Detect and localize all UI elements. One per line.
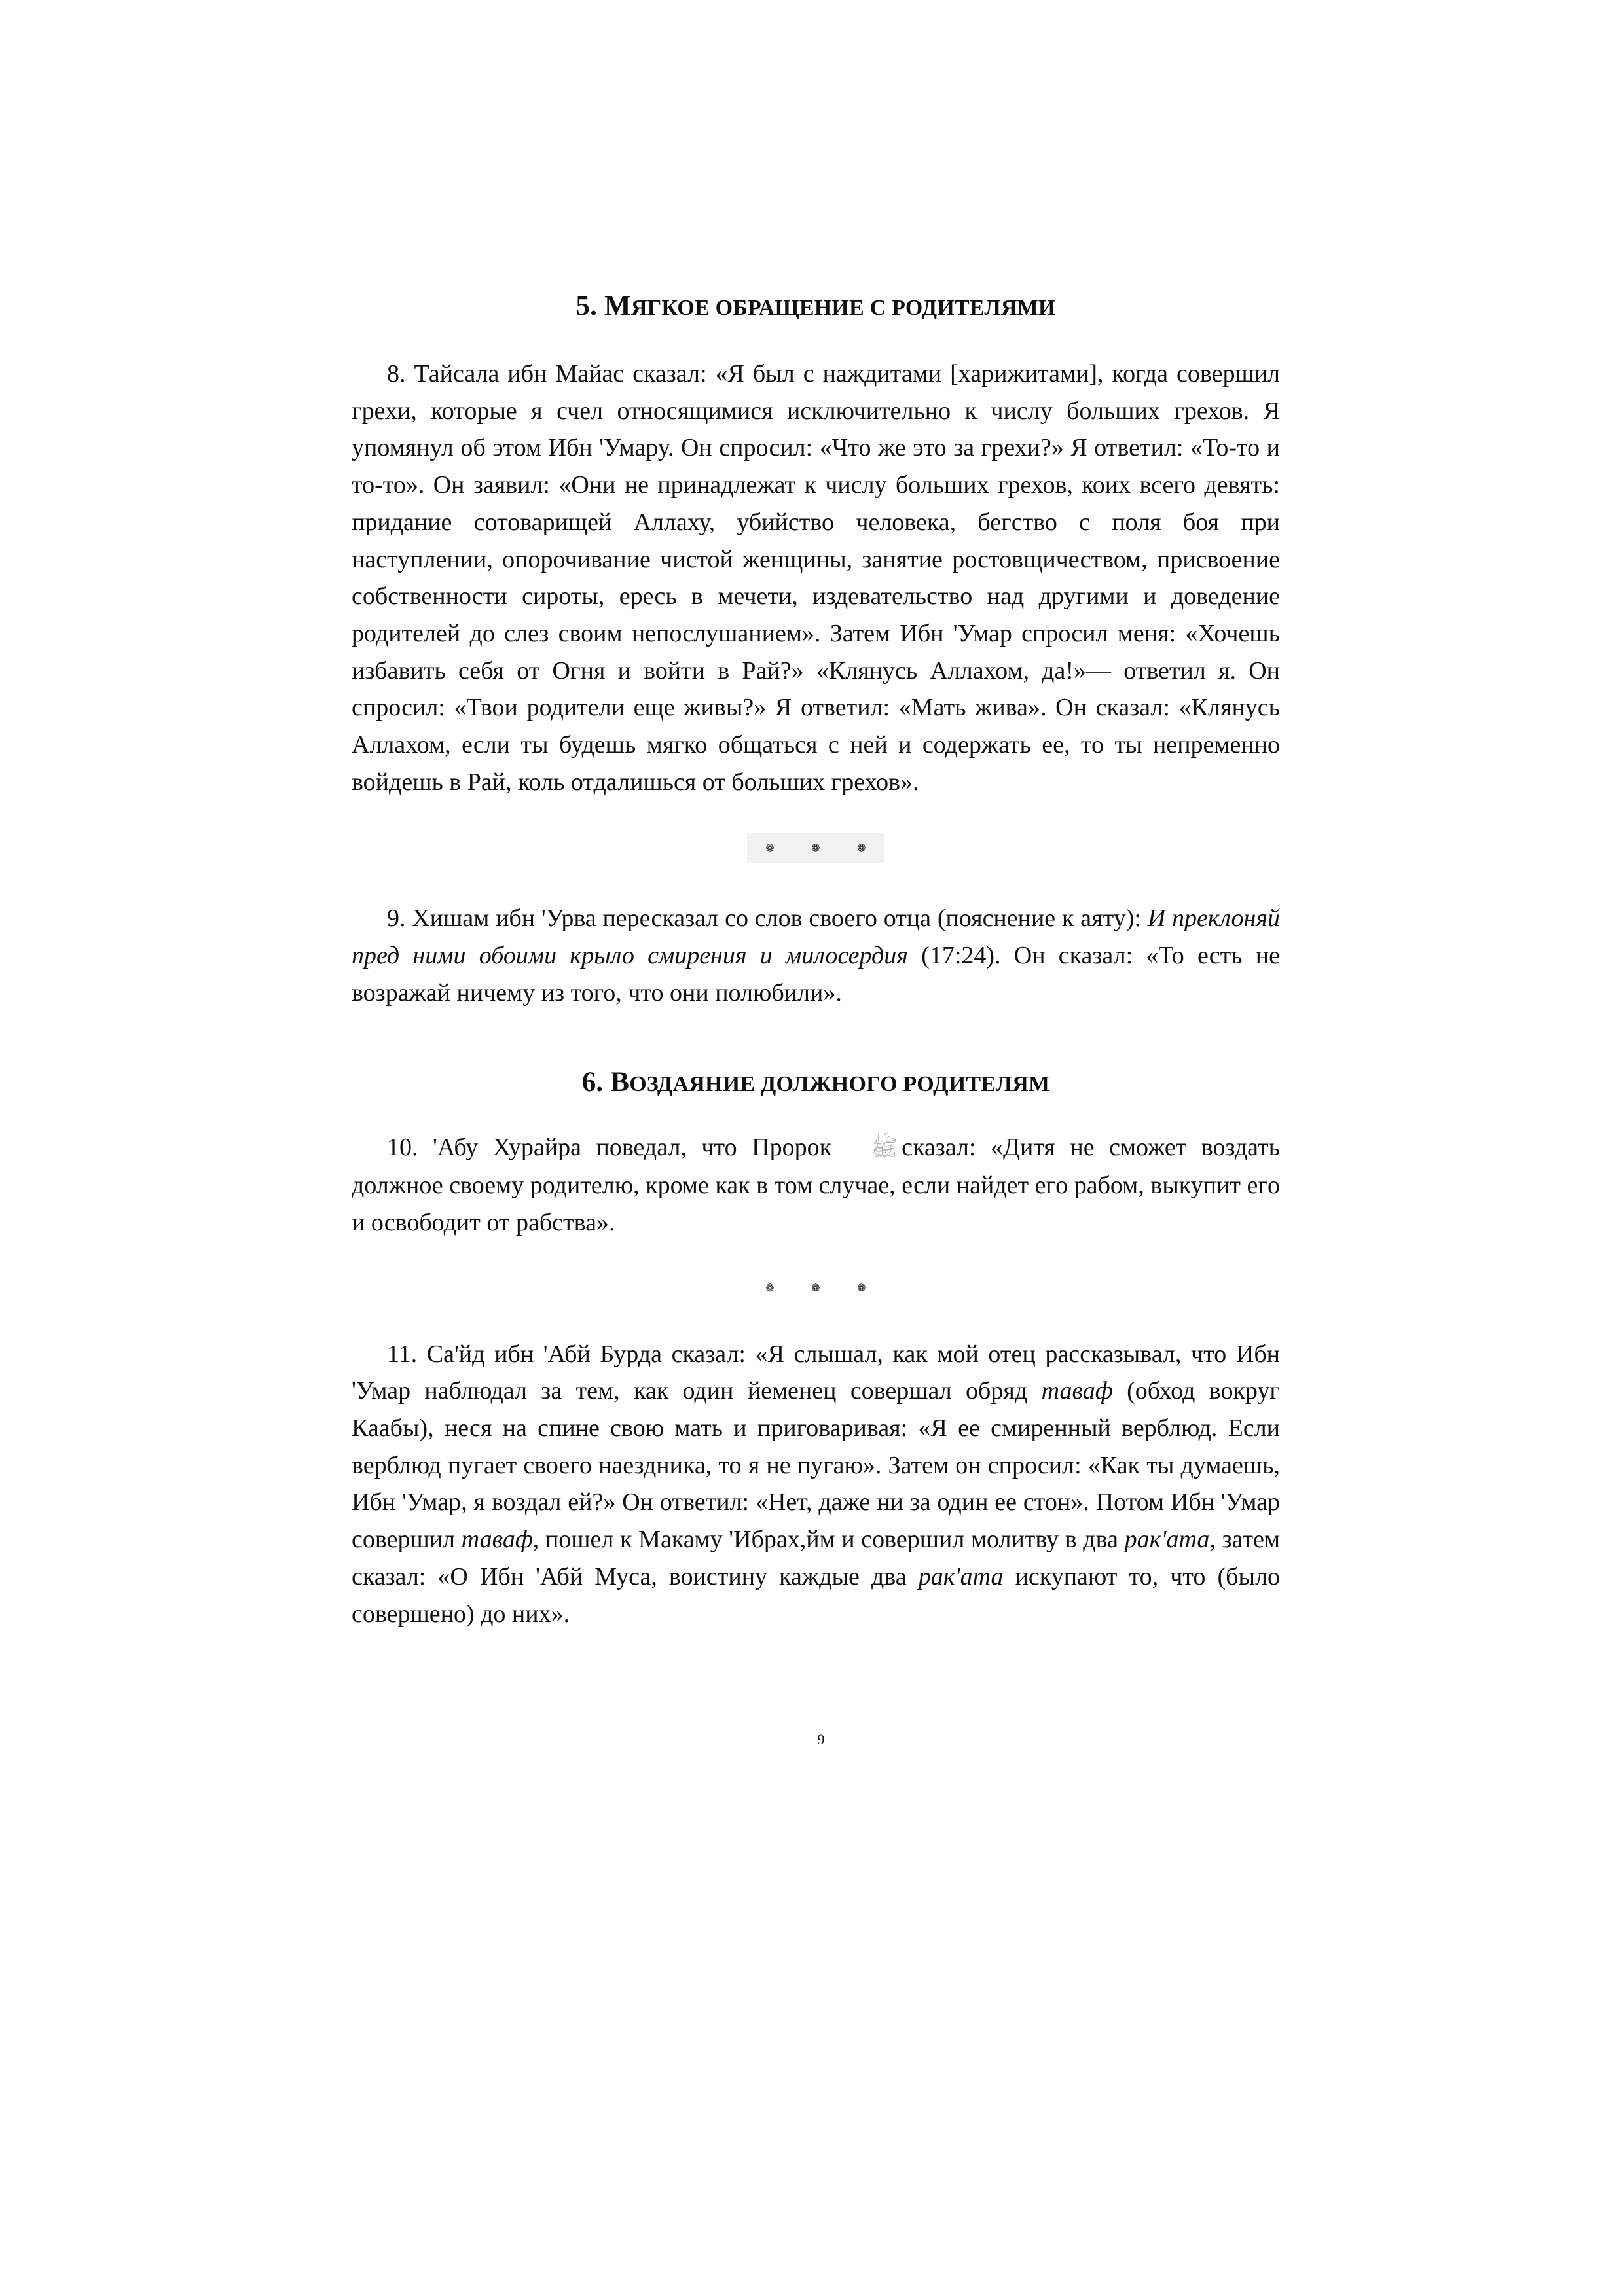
hadith-11-text-3: пошел к Макаму 'Ибрах,йм и совершил молитву в два xyxy=(539,1526,1125,1554)
section-5-number: 5. xyxy=(575,291,598,321)
hadith-11-term-tawaf-2: таваф, xyxy=(461,1526,539,1554)
hadith-11-text-1: 11. Са'йд ибн 'Абй Бурда сказал: «Я слышал, как мой отец рассказывал, что Ибн 'Умар наблюдал за тем, как один йеменец совершал обряд xyxy=(352,1340,1280,1405)
ornament-star-icon: ❁ xyxy=(765,1282,775,1294)
ornament-star-icon: ❁ xyxy=(811,1282,820,1294)
separator-ornament-1 xyxy=(747,833,884,863)
page-number: 9 xyxy=(817,1731,825,1748)
section-6-title-rest: ОЗДАЯНИЕ ДОЛЖНОГО РОДИТЕЛЯМ xyxy=(629,1071,1050,1096)
hadith-11-text-5: искупают то, что (было совершено) до них». xyxy=(352,1562,1280,1628)
hadith-8-text: 8. Тайсала ибн Майас сказал: «Я был с наждитами [харижитами], когда совершил грехи, которые я счел относящимися исключительно к числу больших грехов. Я упомянул об этом Ибн 'Умару. Он спросил: «Что же это за грехи?» Я ответил: «То-то и то-то». Он заявил: «Они не принадлежат к числу больших грехов, коих всего девять: придание сотоварищей Аллаху, убийство человека, бегство с поля боя при наступлении, опорочивание чистой женщины, занятие ростовщичеством, присвоение собственности сироты, ересь в мечети, издевательство над другими и доведение родителей до слез своим непослушанием». Затем Ибн 'Умар спросил меня: «Хочешь избавить себя от Огня и войти в Рай?» «Клянусь Аллахом, да!»— ответил я. Он спросил: «Твои родители еще живы?» Я ответил: «Мать жива». Он сказал: «Клянусь Аллахом, если ты будешь мягко общаться с ней и содержать ее, то ты непременно войдешь в Рай, коль отдалишься от больших грехов». xyxy=(352,360,1280,796)
hadith-10-text-2: сказал: «Дитя не сможет воздать должное своему родителю, кроме как в том случае, если найдет его рабом, выкупит его и освободит от рабства». xyxy=(352,1133,1280,1236)
hadith-11-term-rakata-2: рак'ата xyxy=(918,1562,1004,1590)
hadith-9-text-1: 9. Хишам ибн 'Урва пересказал со слов своего отца (пояснение к аяту): xyxy=(387,905,1148,933)
hadith-10-paragraph xyxy=(352,1129,1280,1242)
hadith-11-term-tawaf: таваф xyxy=(1041,1377,1113,1405)
section-6-heading xyxy=(352,1064,1280,1103)
ornament-star-icon: ❁ xyxy=(765,843,775,855)
hadith-9-text-2: (17:24). Он сказал: «То есть не возражай ничему из того, что они полюбили». xyxy=(352,942,1280,1007)
hadith-11-text-4: затем сказал: «О Ибн 'Абй Муса, воистину каждые два xyxy=(352,1526,1280,1590)
hadith-11-text-2: (обход вокруг Каабы), неся на спине свою мать и приговаривая: «Я ее смиренный верблюд. Если верблюд пугает своего наездника, то я не пугаю». Затем он спросил: «Как ты думаешь, Ибн 'Умар, я воздал ей?» Он ответил: «Нет, даже ни за один ее стон». Потом Ибн 'Умар совершил xyxy=(352,1377,1280,1554)
ornament-star-icon: ❁ xyxy=(857,1282,866,1294)
section-6-number: 6. xyxy=(581,1066,604,1098)
section-5-heading xyxy=(352,288,1280,327)
hadith-11-term-rakata: рак'ата, xyxy=(1124,1526,1216,1554)
separator-ornament-2 xyxy=(747,1273,884,1303)
page-content xyxy=(352,288,1280,1632)
section-5-title-cap: М xyxy=(604,291,631,321)
section-6-title-cap: В xyxy=(610,1066,630,1098)
hadith-9-quran-quote: И преклоняй пред ними обоими крыло смирения и милосердия xyxy=(352,905,1280,970)
hadith-10-text-1: 10. 'Абу Хурайра поведал, что Пророк xyxy=(387,1133,832,1161)
hadith-8-paragraph xyxy=(352,355,1280,800)
ornament-star-icon: ❁ xyxy=(811,843,820,855)
section-5-title-rest: ЯГКОЕ ОБРАЩЕНИЕ С РОДИТЕЛЯМИ xyxy=(630,296,1056,320)
hadith-11-paragraph xyxy=(352,1336,1280,1633)
ornament-star-icon: ❁ xyxy=(857,843,866,855)
salla-icon: ﷺ xyxy=(871,1136,898,1160)
hadith-9-paragraph xyxy=(352,900,1280,1011)
